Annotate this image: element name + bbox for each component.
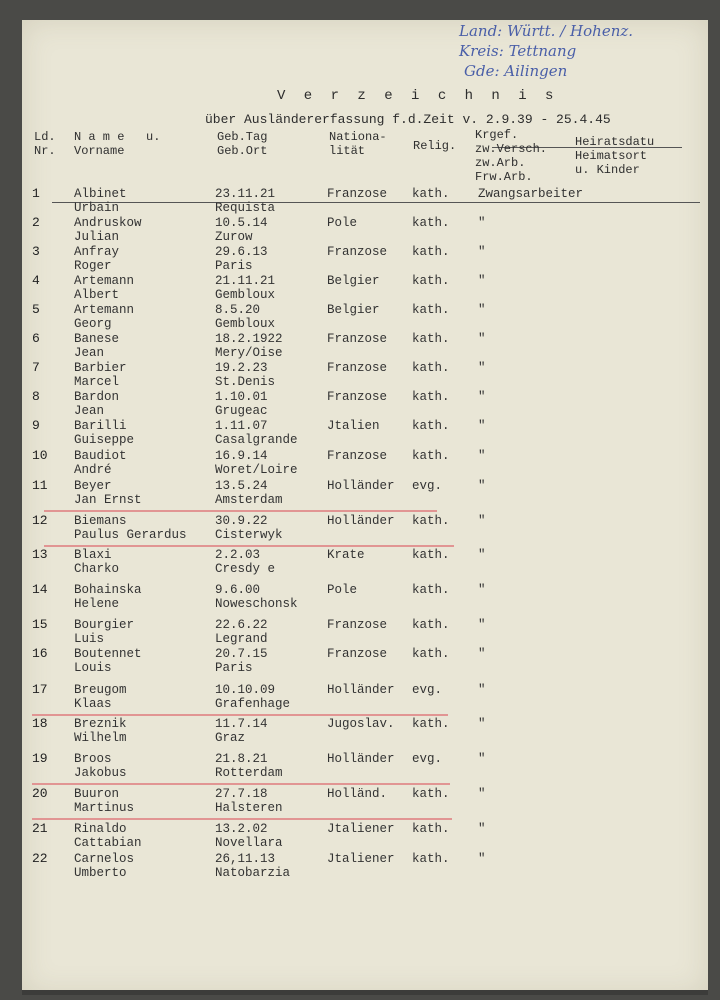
work-status: "	[478, 852, 486, 866]
row-number: 14	[32, 582, 48, 597]
header-nr: Ld. Nr.	[34, 130, 56, 158]
table-row	[22, 479, 708, 509]
row-number: 13	[32, 547, 48, 562]
last-name: Buuron	[74, 787, 120, 801]
last-name: Bohainska	[74, 583, 142, 597]
row-number: 20	[32, 786, 48, 801]
first-name: Martinus	[74, 801, 135, 815]
religion: kath.	[412, 419, 450, 433]
nationality: Holländer	[327, 752, 395, 766]
table-row	[22, 216, 708, 246]
first-name: Guiseppe	[74, 433, 135, 447]
religion: evg.	[412, 683, 443, 697]
first-name: André	[74, 463, 112, 477]
row-number: 19	[32, 751, 48, 766]
last-name: Baudiot	[74, 449, 127, 463]
birth-date: 21.11.21	[215, 274, 276, 288]
work-status: "	[478, 683, 486, 697]
last-name: Bourgier	[74, 618, 135, 632]
birth-place: Halsteren	[215, 801, 283, 815]
religion: kath.	[412, 647, 450, 661]
page-title: V e r z e i c h n i s	[277, 88, 559, 104]
first-name: Urbain	[74, 201, 120, 215]
first-name: Jean	[74, 404, 105, 418]
last-name: Breugom	[74, 683, 127, 697]
nationality: Pole	[327, 583, 358, 597]
birth-date: 21.8.21	[215, 752, 268, 766]
birth-date: 29.6.13	[215, 245, 268, 259]
nationality: Jtalien	[327, 419, 380, 433]
row-number: 12	[32, 513, 48, 528]
table-row	[22, 390, 708, 420]
first-name: Umberto	[74, 866, 127, 880]
row-number: 2	[32, 215, 40, 230]
nationality: Franzose	[327, 390, 388, 404]
religion: kath.	[412, 822, 450, 836]
birth-date: 30.9.22	[215, 514, 268, 528]
religion: kath.	[412, 245, 450, 259]
first-name: Jakobus	[74, 766, 127, 780]
birth-place: Cresdy e	[215, 562, 276, 576]
religion: evg.	[412, 479, 443, 493]
scan-edge	[22, 990, 708, 995]
row-number: 18	[32, 716, 48, 731]
last-name: Banese	[74, 332, 120, 346]
birth-place: Cisterwyk	[215, 528, 283, 542]
work-status: "	[478, 822, 486, 836]
row-number: 7	[32, 360, 40, 375]
work-status: "	[478, 332, 486, 346]
header-work-status: Krgef. zw.Versch. zw.Arb. Frw.Arb.	[475, 128, 548, 184]
religion: kath.	[412, 548, 450, 562]
religion: kath.	[412, 583, 450, 597]
work-status: "	[478, 548, 486, 562]
nationality: Krate	[327, 548, 365, 562]
work-status: "	[478, 303, 486, 317]
birth-place: Rotterdam	[215, 766, 283, 780]
birth-place: Noweschonsk	[215, 597, 298, 611]
row-number: 1	[32, 186, 40, 201]
birth-date: 10.10.09	[215, 683, 276, 697]
birth-place: St.Denis	[215, 375, 276, 389]
first-name: Helene	[74, 597, 120, 611]
red-underline	[44, 510, 437, 512]
nationality: Holländer	[327, 514, 395, 528]
nationality: Franzose	[327, 618, 388, 632]
work-status: "	[478, 419, 486, 433]
religion: kath.	[412, 390, 450, 404]
nationality: Pole	[327, 216, 358, 230]
row-number: 17	[32, 682, 48, 697]
first-name: Albert	[74, 288, 120, 302]
religion: kath.	[412, 303, 450, 317]
first-name: Paulus Gerardus	[74, 528, 187, 542]
row-number: 21	[32, 821, 48, 836]
last-name: Anfray	[74, 245, 120, 259]
row-number: 10	[32, 448, 48, 463]
religion: kath.	[412, 618, 450, 632]
birth-date: 19.2.23	[215, 361, 268, 375]
religion: kath.	[412, 361, 450, 375]
table-row	[22, 514, 708, 544]
work-status: "	[478, 583, 486, 597]
work-status: "	[478, 245, 486, 259]
nationality: Jtaliener	[327, 852, 395, 866]
first-name: Luis	[74, 632, 105, 646]
birth-date: 27.7.18	[215, 787, 268, 801]
birth-date: 1.10.01	[215, 390, 268, 404]
table-row	[22, 245, 708, 275]
table-row	[22, 548, 708, 578]
religion: kath.	[412, 274, 450, 288]
religion: kath.	[412, 332, 450, 346]
nationality: Jtaliener	[327, 822, 395, 836]
table-row	[22, 303, 708, 333]
table-row	[22, 361, 708, 391]
birth-date: 8.5.20	[215, 303, 261, 317]
birth-date: 22.6.22	[215, 618, 268, 632]
work-status: "	[478, 618, 486, 632]
birth-place: Gembloux	[215, 288, 276, 302]
table-row	[22, 618, 708, 648]
nationality: Franzose	[327, 647, 388, 661]
handwritten-land: Land: Württ. / Hohenz.	[459, 22, 634, 40]
last-name: Artemann	[74, 303, 135, 317]
nationality: Franzose	[327, 332, 388, 346]
last-name: Rinaldo	[74, 822, 127, 836]
last-name: Bardon	[74, 390, 120, 404]
first-name: Roger	[74, 259, 112, 273]
row-number: 6	[32, 331, 40, 346]
last-name: Broos	[74, 752, 112, 766]
last-name: Boutennet	[74, 647, 142, 661]
religion: kath.	[412, 787, 450, 801]
red-underline	[32, 714, 448, 716]
work-status: "	[478, 361, 486, 375]
birth-place: Grugeac	[215, 404, 268, 418]
birth-date: 10.5.14	[215, 216, 268, 230]
first-name: Georg	[74, 317, 112, 331]
first-name: Jan Ernst	[74, 493, 142, 507]
birth-place: Legrand	[215, 632, 268, 646]
nationality: Jugoslav.	[327, 717, 395, 731]
birth-place: Requista	[215, 201, 276, 215]
last-name: Breznik	[74, 717, 127, 731]
nationality: Franzose	[327, 187, 388, 201]
last-name: Biemans	[74, 514, 127, 528]
table-row	[22, 717, 708, 747]
table-row	[22, 822, 708, 852]
row-number: 16	[32, 646, 48, 661]
document-page	[22, 20, 708, 995]
row-number: 8	[32, 389, 40, 404]
birth-place: Grafenhage	[215, 697, 291, 711]
red-underline	[44, 545, 454, 547]
religion: kath.	[412, 514, 450, 528]
work-status: "	[478, 390, 486, 404]
birth-date: 9.6.00	[215, 583, 261, 597]
work-status: "	[478, 717, 486, 731]
first-name: Julian	[74, 230, 120, 244]
first-name: Marcel	[74, 375, 120, 389]
nationality: Franzose	[327, 449, 388, 463]
birth-place: Novellara	[215, 836, 283, 850]
first-name: Klaas	[74, 697, 112, 711]
nationality: Belgier	[327, 303, 380, 317]
nationality: Belgier	[327, 274, 380, 288]
table-row	[22, 449, 708, 479]
work-status: "	[478, 752, 486, 766]
nationality: Holländ.	[327, 787, 388, 801]
birth-place: Paris	[215, 661, 253, 675]
work-status: "	[478, 647, 486, 661]
last-name: Blaxi	[74, 548, 112, 562]
birth-date: 18.2.1922	[215, 332, 283, 346]
last-name: Artemann	[74, 274, 135, 288]
row-number: 3	[32, 244, 40, 259]
birth-place: Zurow	[215, 230, 253, 244]
religion: kath.	[412, 216, 450, 230]
last-name: Barilli	[74, 419, 127, 433]
table-row	[22, 852, 708, 882]
work-status: "	[478, 216, 486, 230]
red-underline	[32, 818, 452, 820]
nationality: Holländer	[327, 683, 395, 697]
last-name: Barbier	[74, 361, 127, 375]
header-name: N a m e u. Vorname	[74, 130, 161, 158]
birth-place: Amsterdam	[215, 493, 283, 507]
nationality: Franzose	[327, 361, 388, 375]
birth-date: 1.11.07	[215, 419, 268, 433]
religion: evg.	[412, 752, 443, 766]
birth-place: Natobarzia	[215, 866, 291, 880]
nationality: Franzose	[327, 245, 388, 259]
work-status: "	[478, 479, 486, 493]
page-subtitle: über Ausländererfassung f.d.Zeit v. 2.9.39 - 25.4.45	[205, 112, 611, 127]
religion: kath.	[412, 449, 450, 463]
birth-date: 20.7.15	[215, 647, 268, 661]
work-status: "	[478, 514, 486, 528]
work-status: "	[478, 449, 486, 463]
last-name: Beyer	[74, 479, 112, 493]
row-number: 15	[32, 617, 48, 632]
birth-date: 13.5.24	[215, 479, 268, 493]
first-name: Charko	[74, 562, 120, 576]
first-name: Cattabian	[74, 836, 142, 850]
table-row	[22, 332, 708, 362]
last-name: Andruskow	[74, 216, 142, 230]
birth-place: Casalgrande	[215, 433, 298, 447]
birth-place: Gembloux	[215, 317, 276, 331]
last-name: Albinet	[74, 187, 127, 201]
table-row	[22, 683, 708, 713]
header-marriage: Heiratsdatu Heimatsort u. Kinder	[575, 135, 655, 177]
handwritten-kreis: Kreis: Tettnang	[459, 42, 577, 60]
birth-place: Woret/Loire	[215, 463, 298, 477]
birth-date: 26,11.13	[215, 852, 276, 866]
row-number: 5	[32, 302, 40, 317]
birth-place: Paris	[215, 259, 253, 273]
first-name: Louis	[74, 661, 112, 675]
religion: kath.	[412, 852, 450, 866]
birth-date: 16.9.14	[215, 449, 268, 463]
table-row	[22, 752, 708, 782]
birth-date: 23.11.21	[215, 187, 276, 201]
first-name: Jean	[74, 346, 105, 360]
birth-date: 13.2.02	[215, 822, 268, 836]
birth-place: Graz	[215, 731, 246, 745]
header-nationality: Nationa- lität	[329, 130, 387, 158]
birth-date: 2.2.03	[215, 548, 261, 562]
row-number: 11	[32, 478, 48, 493]
last-name: Carnelos	[74, 852, 135, 866]
birth-place: Mery/Oise	[215, 346, 283, 360]
religion: kath.	[412, 717, 450, 731]
table-row	[22, 583, 708, 613]
table-row	[22, 647, 708, 677]
nationality: Holländer	[327, 479, 395, 493]
row-number: 22	[32, 851, 48, 866]
work-status: "	[478, 274, 486, 288]
first-name: Wilhelm	[74, 731, 127, 745]
work-status: "	[478, 787, 486, 801]
row-number: 9	[32, 418, 40, 433]
table-row	[22, 274, 708, 304]
handwritten-gemeinde: Gde: Ailingen	[464, 62, 568, 80]
header-religion: Relig.	[413, 139, 457, 153]
work-status: Zwangsarbeiter	[478, 187, 584, 201]
red-underline	[32, 783, 450, 785]
table-row	[22, 419, 708, 449]
row-number: 4	[32, 273, 40, 288]
header-geb: Geb.Tag Geb.Ort	[217, 130, 268, 158]
table-row	[22, 787, 708, 817]
table-row	[22, 187, 708, 217]
birth-date: 11.7.14	[215, 717, 268, 731]
religion: kath.	[412, 187, 450, 201]
